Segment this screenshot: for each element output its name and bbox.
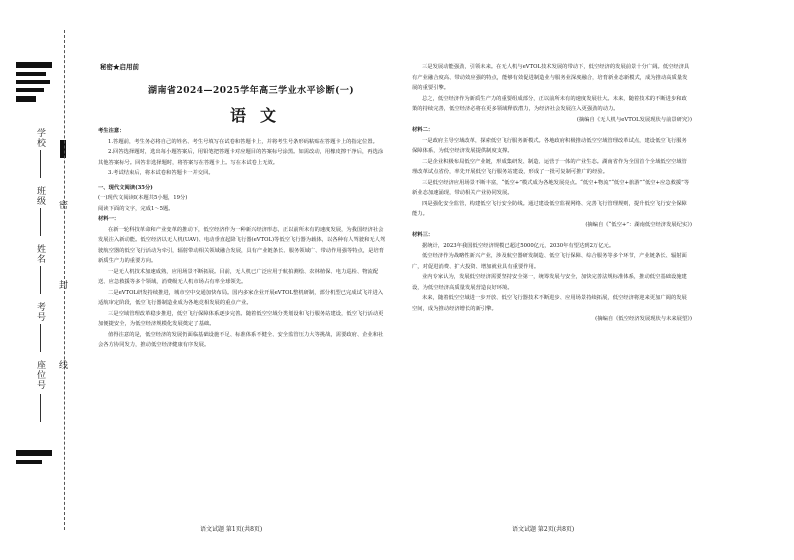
seal-char: 密 [57, 200, 67, 210]
confidential-tag: 秘密★启用前 [100, 63, 139, 71]
note-item: 3.考试结束后，将本试卷和答题卡一并交回。 [108, 170, 214, 176]
exam-title: 湖南省2024—2025学年高三学业水平诊断(一) [148, 86, 355, 96]
paragraph: 值得注意的是，低空经济的发展仍面临基础设施不足、标准体系不健全、安全监管压力大等挑战，需要政府、企业和社会各方协同发力，推动低空经济健康有序发展。 [98, 331, 384, 348]
class-blank [40, 208, 41, 236]
paragraph: 一是政府主导空域改革，探索低空飞行服务新模式。各地政府积极推动低空空域管理改革试点，建设低空飞行服务保障体系，为低空经济发展提供制度支撑。 [412, 137, 687, 154]
line-char: 线 [57, 360, 67, 370]
alignment-marker [16, 460, 42, 464]
alignment-marker [16, 62, 52, 68]
page-footer-right: 语文试题 第2页(共8页) [512, 526, 575, 533]
page-footer-left: 语文试题 第1页(共8页) [200, 526, 263, 533]
name-label: 姓名 [35, 244, 45, 264]
name-blank [40, 266, 41, 294]
paragraph: 三是发展动能强劲，引领未来。在无人机与eVTOL技术发展的带动下，低空经济的发展前景十分广阔。低空经济具有产业融合度高、带动效应强的特点，能够有效促进制造业与服务业深度融合，培育新业态新模式，成为推动高质量发展的重要引擎。 [412, 64, 690, 91]
paragraph: 二是企业积极布局低空产业链，形成集研发、制造、运营于一体的产业生态。湖南省作为全国首个全域低空空域管理改革试点省份，率先开展低空飞行服务站建设，形成了一批可复制可推广的经验。 [412, 158, 687, 175]
alignment-marker [16, 450, 52, 456]
material-2-label: 材料二： [412, 127, 434, 133]
notes-heading: 考生注意： [98, 128, 125, 134]
alignment-marker [16, 96, 36, 102]
class-label: 班级 [35, 186, 45, 206]
paragraph: 总之，低空经济作为新质生产力的重要组成部分，正以前所未有的速度发展壮大。未来，随着技术的不断进步和政策的持续完善，低空经济必将在更多领域释放潜力，为经济社会发展注入更强劲的动力。 [412, 95, 687, 112]
subject-title: 语文 [230, 106, 291, 125]
alignment-marker [16, 72, 46, 76]
binding-margin [0, 0, 70, 560]
paragraph: 四是强化安全监管，构建低空飞行安全防线。通过建设低空监视网络、完善飞行管理规则，提升低空飞行安全保障能力。 [412, 200, 687, 217]
seat-label: 座位号 [35, 360, 45, 390]
sealed-char: 封 [57, 280, 67, 290]
seat-blank [40, 394, 41, 422]
source-citation: (摘编自《无人机与eVTOL发展现状与前景研究》) [576, 116, 692, 123]
paragraph: 业内专家认为，发展低空经济需要坚持安全第一，统筹发展与安全，加快完善法规标准体系，推动低空基础设施建设，为低空经济高质量发展营造良好环境。 [412, 274, 687, 291]
section-title: 一、现代文阅读(35分) [98, 184, 153, 191]
paragraph: 二是eVTOL研发持续推进，城市空中交通加快布局。国内多家企业开展eVTOL整机研制，部分机型已完成试飞并进入适航审定阶段，低空飞行器制造业成为各地竞相发展的重点产业。 [98, 289, 384, 306]
note-item: 1.答题前，考生务必将自己的姓名、考生号填写在试卷和答题卡上，并将考生号条形码粘贴在答题卡上的指定位置。 [108, 138, 378, 145]
paragraph: 据统计，2023年我国低空经济规模已超过5000亿元，2030年有望达到2万亿元。 [422, 242, 615, 249]
material-3-label: 材料三： [412, 232, 434, 238]
note-item: 2.回答选择题时，选出每小题答案后，用铅笔把答题卡对应题目的答案标号涂黑。如需改动，用橡皮擦干净后，再选涂其他答案标号。回答非选择题时，将答案写在答题卡上。写在本试卷上无效。 [98, 149, 384, 166]
exam-no-label: 考号 [35, 302, 45, 322]
paragraph: 三是空域管理改革稳步推进，低空飞行保障体系逐步完善。随着低空空域分类划设和飞行服务站建设，低空飞行活动更加便捷安全，为低空经济规模化发展奠定了基础。 [98, 310, 384, 327]
paragraph: 三是低空经济应用场景不断丰富，“低空+”模式成为各地发展亮点。“低空+物流”“低空+旅游”“低空+应急救援”等新业态加速涌现，带动相关产业协同发展。 [412, 179, 690, 196]
alignment-marker [16, 88, 44, 92]
left-column [98, 126, 388, 351]
alignment-marker [60, 140, 66, 158]
instruction: 阅读下面的文字，完成1～5题。 [98, 205, 174, 212]
source-citation: (摘编自《低空经济发展现状与未来展望》) [595, 316, 692, 322]
paragraph: 一是无人机技术加速成熟，应用场景不断拓展。目前，无人机已广泛应用于航拍测绘、农林植保、电力巡检、物流配送、应急救援等多个领域，消费级无人机市场占有率全球领先。 [98, 268, 379, 285]
paragraph: 在新一轮科技革命和产业变革的推动下，低空经济作为一种新兴经济形态，正以前所未有的速度发展，为我国经济社会发展注入新动能。低空经济以无人机(UAV)、电动垂直起降飞行器(eVTOL)等低空飞行器为载体，以各种有人驾驶和无人驾驶航空器的低空飞行活动为牵引，辐射带动相关领域融合发展，具有产业链条长、服务领域广、带动作用强等特点，是培育新质生产力的重要方向。 [98, 226, 386, 264]
paragraph: 未来，随着低空空域进一步开放、低空飞行器技术不断进步、应用场景持续拓展，低空经济将迎来更加广阔的发展空间，成为推动经济增长的新引擎。 [412, 295, 687, 312]
paragraph: 低空经济作为战略性新兴产业，涉及航空器研发制造、低空飞行保障、综合服务等多个环节，产业链条长、辐射面广，对促进消费、扩大投资、增加就业具有重要作用。 [412, 253, 687, 270]
school-label: 学校 [35, 128, 45, 148]
exam-no-blank [40, 324, 41, 352]
school-blank [40, 150, 41, 178]
source-citation: (摘编自《“低空+”：湖南低空经济发展纪实》) [585, 221, 692, 228]
material-1-label: 材料一： [98, 216, 120, 222]
subsection-title: (一)现代文阅读Ⅰ(本题共5小题，19分) [98, 195, 188, 201]
right-column [412, 62, 692, 325]
alignment-marker [16, 80, 50, 84]
